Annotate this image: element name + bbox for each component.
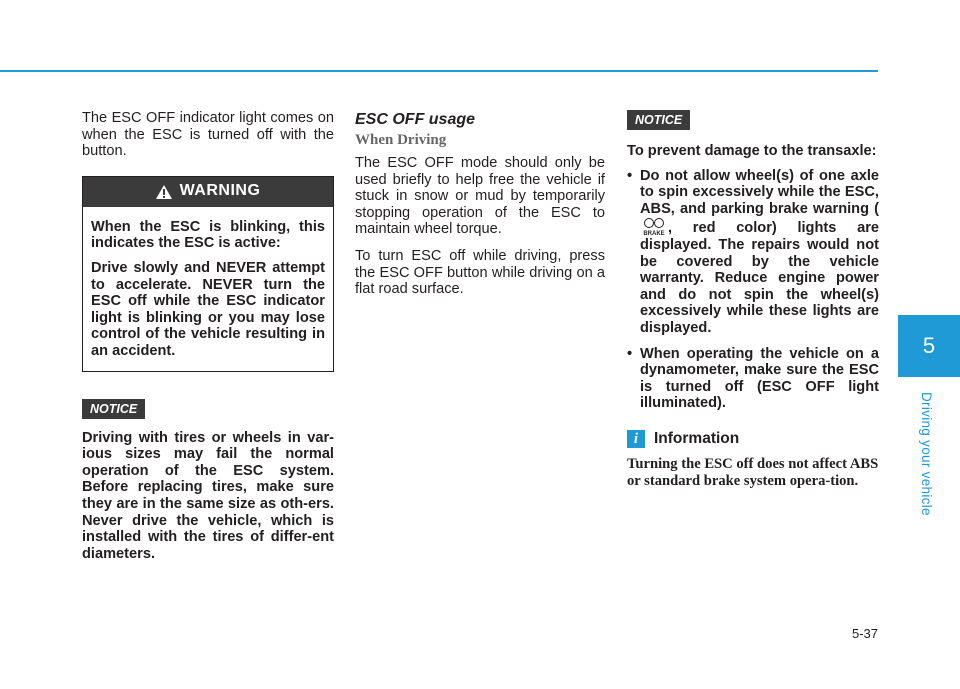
warning-box xyxy=(82,176,334,372)
list-item: • Do not allow wheel(s) of one axle to spin excessively while the ESC, ABS, and parking brake warning ( BRAKE , red color) lights are displayed. The repairs would not be covered by the vehicle warranty. Reduce engine power and do not spin the wheel(s) excessively while these lights are displayed. xyxy=(627,168,879,337)
warning-text-1: When the ESC is blinking, this indicates the ESC is active: xyxy=(91,218,325,252)
usage-paragraph-2: To turn ESC off while driving, press the ESC OFF button while driving on a flat road surface. xyxy=(355,247,605,298)
notice-text-left: Driving with tires or wheels in var-ious sizes may fail the normal operation of the ESC system. Before replacing tires, make sure they are in the same size as oth-ers. Never drive the vehicle, which is installed with the tires of differ-ent diameters. xyxy=(82,429,334,562)
warning-body xyxy=(83,207,333,371)
column-left xyxy=(82,110,334,572)
section-title: ESC OFF usage xyxy=(355,111,476,128)
sub-title: When Driving xyxy=(355,132,447,148)
warning-triangle-icon xyxy=(156,185,172,199)
intro-paragraph: The ESC OFF indicator light comes on when the ESC is turned off with the button. xyxy=(82,110,334,160)
notice-intro-right: To prevent damage to the transaxle: xyxy=(627,143,877,159)
chapter-title xyxy=(918,392,938,516)
notice-badge-left: NOTICE xyxy=(82,399,145,419)
page-number: 5-37 xyxy=(851,626,878,641)
chapter-title-text: Driving your vehicle xyxy=(919,392,934,516)
usage-paragraph-1: The ESC OFF mode should only be used briefly to help free the vehicle if stuck in snow or mud by temporarily stopping operation of the ESC to maintain wheel torque. xyxy=(355,155,605,238)
information-title: Information xyxy=(654,429,740,447)
chapter-tab: 5 xyxy=(898,315,960,377)
header-rule xyxy=(0,70,878,72)
information-icon: i xyxy=(627,430,645,448)
notice-list xyxy=(627,168,879,412)
information-text: Turning the ESC off does not affect ABS or standard brake system opera-tion. xyxy=(627,455,879,490)
warning-label: WARNING xyxy=(179,182,261,200)
notice-badge-right: NOTICE xyxy=(627,110,690,130)
parking-brake-icon xyxy=(640,217,668,236)
warning-header xyxy=(83,177,333,207)
svg-text:BRAKE: BRAKE xyxy=(643,231,665,237)
information-header xyxy=(627,430,879,448)
list-item: • When operating the vehicle on a dynamometer, make sure the ESC is turned off (ESC OFF light illuminated). xyxy=(627,346,879,412)
column-right xyxy=(627,110,879,491)
column-middle xyxy=(355,110,605,308)
warning-text-2: Drive slowly and NEVER attempt to accelerate. NEVER turn the ESC off while the ESC indicator light is blinking or you may lose control of the vehicle resulting in an accident. xyxy=(91,259,325,359)
